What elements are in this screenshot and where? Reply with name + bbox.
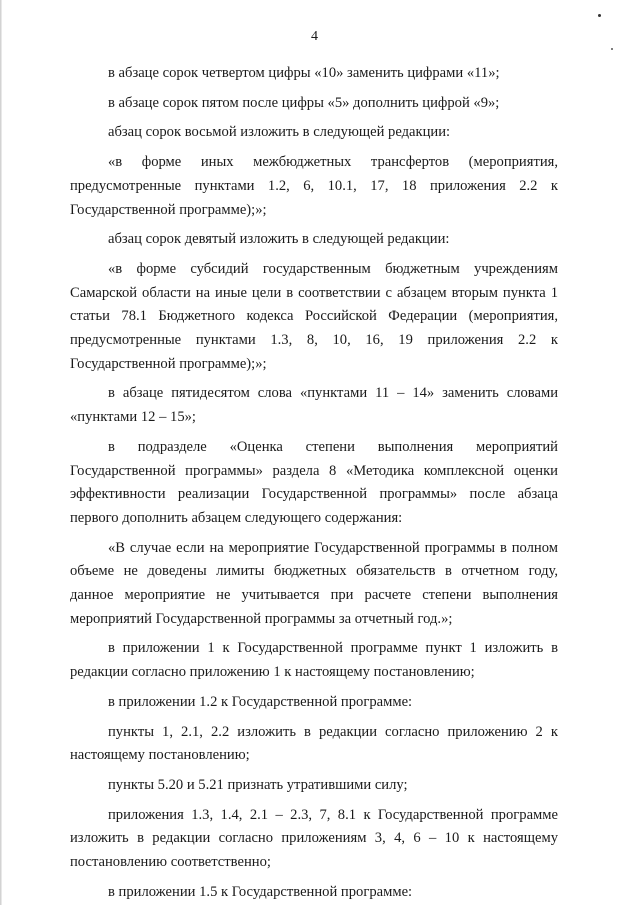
scan-speck (598, 14, 601, 17)
paragraph-appendices-replace: приложения 1.3, 1.4, 2.1 – 2.3, 7, 8.1 к Государственной программе изложить в редакции согласно приложениям 3, 4, 6 – 10 к настоящему постановлению соответственно; (70, 806, 558, 871)
paragraph-amend-44: в абзаце сорок четвертом цифры «10» заменить цифрами «11»; (108, 65, 500, 81)
paragraph-amend-48-text: «в форме иных межбюджетных трансфертов (мероприятия, предусмотренные пунктами 1.2, 6, 10.1, 17, 18 приложения 2.2 к Государственной программе);»; (70, 154, 558, 218)
paragraph-appendix-1: в приложении 1 к Государственной программе пункт 1 изложить в редакции согласно приложению 1 к настоящему постановлению; (70, 640, 558, 681)
paragraph-section-8-text: «В случае если на мероприятие Государственной программы в полном объеме не доведены лимиты бюджетных обязательств в отчетном году, данное мероприятие не учитывается при расчете степени выполнения мероприятий Государственной программы за отчетный год.»; (70, 539, 558, 627)
paragraph-appendix-1-2-intro: в приложении 1.2 к Государственной программе: (108, 693, 413, 710)
document-body (70, 62, 558, 905)
paragraph-appendix-1-5-intro: в приложении 1.5 к Государственной программе: (108, 883, 413, 900)
page-number: 4 (311, 29, 318, 44)
paragraph-amend-50: в абзаце пятидесятом слова «пунктами 11 – 14» заменить словами «пунктами 12 – 15»; (70, 385, 558, 426)
paragraph-amend-48-intro: абзац сорок восьмой изложить в следующей редакции: (108, 124, 451, 141)
scan-edge-shadow (0, 0, 2, 905)
scan-speck (611, 48, 613, 50)
paragraph-section-8-intro: в подразделе «Оценка степени выполнения мероприятий Государственной программы» раздела 8 «Методика комплексной оценки эффективности реализации Государственной программы» после абзаца первого дополнить абзацем следующего содержания: (70, 438, 558, 526)
paragraph-appendix-1-2-repeal: пункты 5.20 и 5.21 признать утратившими силу; (108, 776, 408, 793)
paragraph-amend-45: в абзаце сорок пятом после цифры «5» дополнить цифрой «9»; (108, 94, 500, 111)
paragraph-amend-49-intro: абзац сорок девятый изложить в следующей редакции: (108, 231, 450, 248)
paragraph-appendix-1-2-points: пункты 1, 2.1, 2.2 изложить в редакции согласно приложению 2 к настоящему постановлению; (70, 723, 558, 764)
paragraph-amend-49-text: «в форме субсидий государственным бюджетным учреждениям Самарской области на иные цели в соответствии с абзацем вторым пункта 1 статьи 78.1 Бюджетного кодекса Российской Федерации (мероприятия, предусмотренные пунктами 1.3, 8, 10, 16, 19 приложения 2.2 к Государственной программе);»; (70, 260, 558, 372)
